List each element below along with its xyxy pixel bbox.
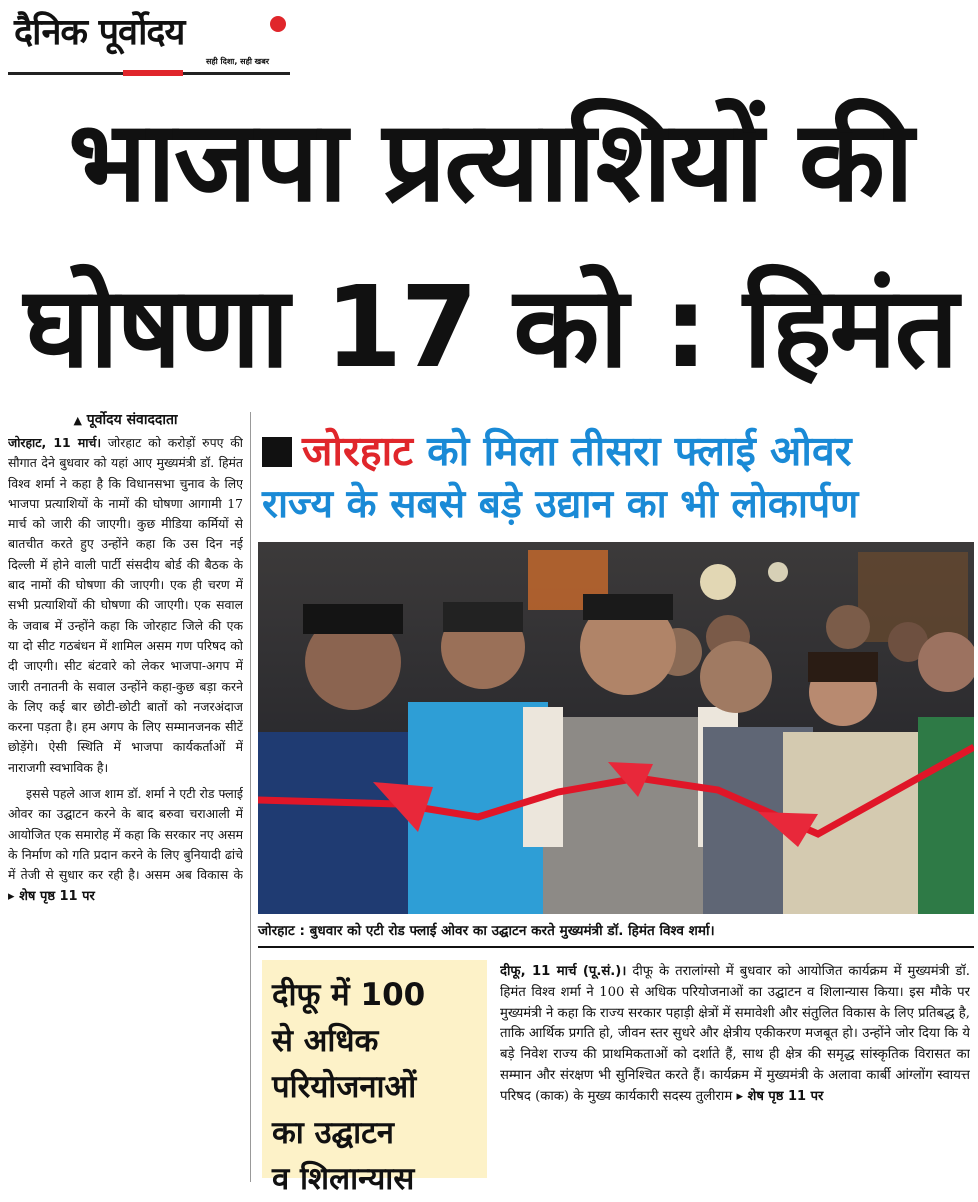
story-paragraph-2 [8,784,243,907]
headline-line-1: भाजपा प्रत्याशियों की [68,97,912,227]
side-continued-link[interactable]: ▸ शेष पृष्ठ 11 पर [736,1088,824,1104]
story-paragraph-1-text: जोरहाट को करोड़ों रुपए की सौगात देने बुधवार को यहां आए मुख्यमंत्री डॉ. हिमंत विश्व शर्मा ने कहा है कि विधानसभा चुनाव के लिए भाजपा प्रत्याशियों के नामों की घोषणा आगामी 17 मार्च को जारी की जाएगी। कुछ मीडिया कर्मियों से बातचीत करते हुए उन्होंने कहा कि उस दिन नई दिल्ली में होने वाली पार्टी संसदीय बोर्ड की बैठक के बाद नामों की घोषणा की जाएगी। एक ही चरण में सभी प्रत्याशियों की घोषणा की जाएगी। एक सवाल के जवाब में उन्होंने कहा कि जोरहाट जिले की एक या दो सीट गठबंधन में शामिल असम गण परिषद को दी जाएगी। सीट बंटवारे को लेकर भाजपा-अगप में जारी तनातनी के सवाल उन्होंने कहा-कुछ बड़ा करने के लिए कई बार छोटी-छोटी बातों को नजरअंदाज करना पड़ता है। हम अगप के लिए सम्मानजनक सीटें छोड़ेंगे। ऐसी स्थिति में भाजपा कार्यकर्ताओं में नाराजगी स्वभाविक है। [8,435,243,775]
side-headline-line: से अधिक [272,1023,379,1059]
main-story [8,410,243,1185]
byline [8,410,243,429]
byline-text: पूर्वोदय संवाददाता [86,412,178,428]
newspaper-tagline: सही दिशा, सही खबर [206,57,270,66]
story-paragraph-1 [8,433,243,778]
news-photo [258,542,974,914]
sub-headline-highlight: जोरहाट [302,427,413,475]
sub-headline-line-1-rest: को मिला तीसरा फ्लाई ओवर [427,427,852,475]
column-divider [250,412,251,1182]
ribbon-cutting-photo-icon [258,542,974,914]
masthead [8,6,293,74]
side-story-body: दीफू के तरालांग्सो में बुधवार को आयोजित कार्यक्रम में मुख्यमंत्री डॉ. हिमंत विश्व शर्मा ने 100 से अधिक परियोजनाओं का उद्घाटन व शिलान्यास किया। इस मौके पर मुख्यमंत्री ने कहा कि राज्य सरकार पहाड़ी क्षेत्रों में समावेशी और संतुलित विकास के लिए प्रतिबद्ध है, ताकि आर्थिक प्रगति हो, जीवन स्तर सुधरे और क्षेत्रीय एकीकरण मजबूत हो। उन्होंने जोर दिया कि ये बड़े निवेश राज्य की प्राथमिकताओं को दर्शाते हैं, साथ ही क्षेत्र की समृद्ध सांस्कृतिक विरासत का सम्मान और संरक्षण भी सुनिश्चित करते हैं। कार्यक्रम में मुख्यमंत्री के अलावा कार्बी आंग्लोंग स्वायत्त परिषद (काक) के मुख्य कार्यकारी सदस्य तुलीराम [500,964,970,1104]
triangle-icon: ▲ [73,414,82,427]
masthead-accent-rule [123,70,183,76]
newspaper-title: दैनिक पूर्वोदय [14,12,185,53]
side-headline-line: परियोजनाओं [272,1069,417,1105]
side-story-text [500,962,970,1178]
sub-headline [262,424,972,532]
black-square-icon [262,437,292,467]
story-dateline: जोरहाट, 11 मार्च। [8,435,102,450]
sub-headline-line-2: राज्य के सबसे बड़े उद्यान का भी लोकार्पण [262,482,859,527]
side-headline-line: दीफू में 100 [272,977,426,1013]
side-headline-line: व शिलान्यास [272,1161,415,1197]
side-headline-line: का उद्घाटन [272,1115,394,1151]
continued-text: शेष पृष्ठ 11 पर [19,888,95,904]
side-continued-text: शेष पृष्ठ 11 पर [747,1088,824,1104]
side-story-headline-box [262,960,487,1197]
logo-dot-icon [270,16,286,32]
continued-link[interactable]: ▸ शेष पृष्ठ 11 पर [8,888,95,904]
sub-headline-line-1 [262,424,972,478]
story-paragraph-2-text: इससे पहले आज शाम डॉ. शर्मा ने एटी रोड फ्लाई ओवर का उद्घाटन करने के बाद बरुवा चराआली में आयोजित एक समारोह में कहा कि सरकार नए असम के निर्माण को गति प्रदान करने के लिए बुनियादी ढांचे में तेजी से सुधार कर रही है। असम अब विकास के [8,786,243,883]
photo-caption: जोरहाट : बुधवार को एटी रोड फ्लाई ओवर का उद्घाटन करते मुख्यमंत्री डॉ. हिमंत विश्व शर्मा। [258,923,715,939]
side-story-paragraph [500,962,970,1108]
headline-line-2: घोषणा 17 को : हिमंत [23,263,957,393]
side-story-dateline: दीफू, 11 मार्च (पू.सं.)। [500,964,627,979]
caption-rule [258,946,974,948]
